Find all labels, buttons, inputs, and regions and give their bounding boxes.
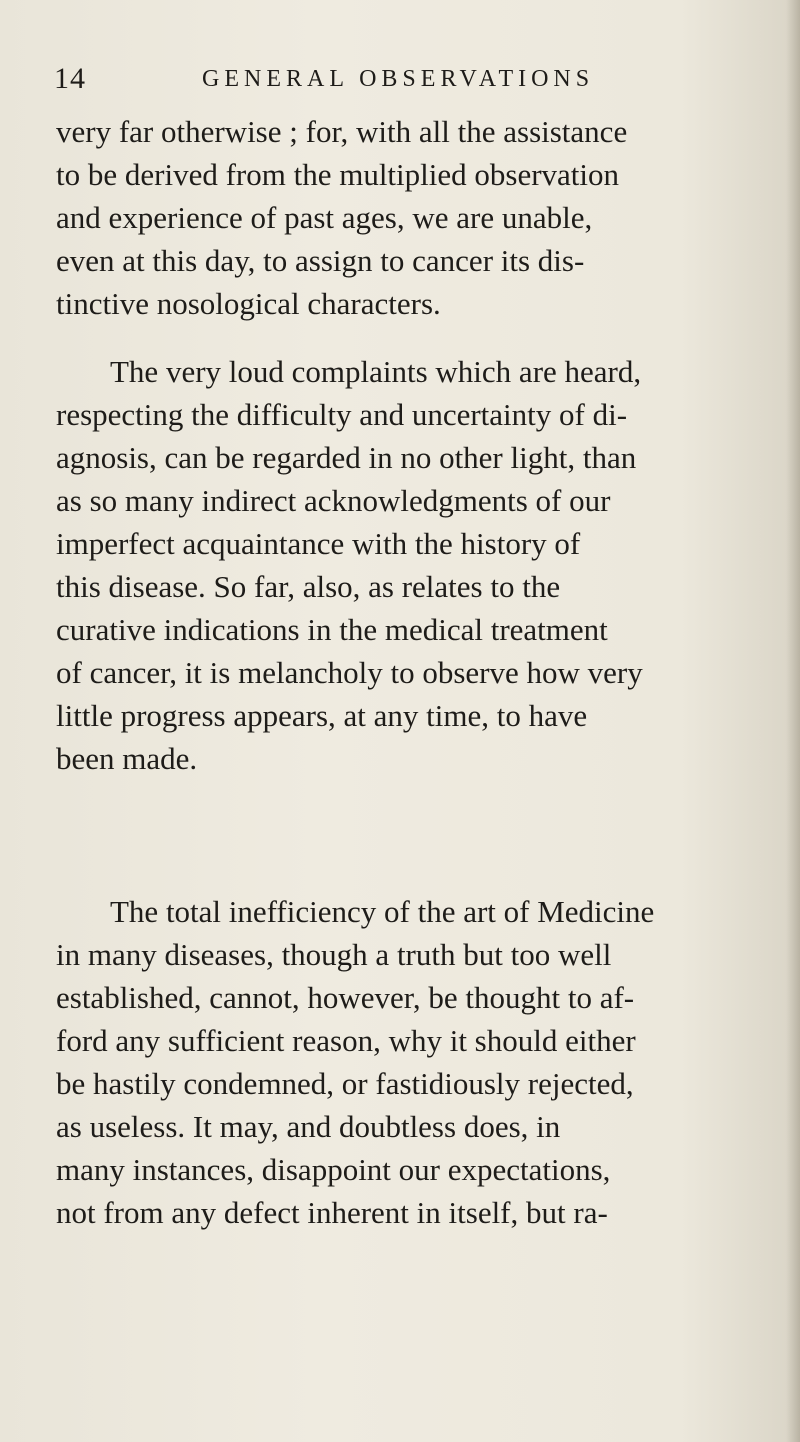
text-line: as useless. It may, and doubtless does, in [56, 1109, 561, 1144]
running-head [54, 62, 694, 102]
text-line: The very loud complaints which are heard, [110, 354, 642, 389]
paragraph-3 [56, 890, 772, 1234]
text-line: in many diseases, though a truth but too well [56, 937, 612, 972]
text-line: agnosis, can be regarded in no other light, than [56, 440, 637, 475]
text-line: very far otherwise ; for, with all the assistance [56, 114, 628, 149]
text-line: ford any sufficient reason, why it should either [56, 1023, 636, 1058]
page-edge-shadow [786, 0, 800, 1442]
text-line: respecting the difficulty and uncertainty of di- [56, 397, 628, 432]
paragraph-2 [56, 350, 772, 780]
text-line: imperfect acquaintance with the history of [56, 526, 581, 561]
running-head-title: GENERAL OBSERVATIONS [202, 66, 595, 92]
text-line: many instances, disappoint our expectations, [56, 1152, 611, 1187]
text-line: to be derived from the multiplied observation [56, 157, 620, 192]
paragraph-1 [56, 110, 772, 325]
page-number: 14 [54, 62, 86, 95]
text-line: even at this day, to assign to cancer its dis- [56, 243, 585, 278]
text-line: The total inefficiency of the art of Medicine [110, 894, 655, 929]
text-line: curative indications in the medical treatment [56, 612, 608, 647]
text-line: and experience of past ages, we are unable, [56, 200, 593, 235]
text-line: not from any defect inherent in itself, but ra- [56, 1195, 608, 1230]
text-line: as so many indirect acknowledgments of our [56, 483, 611, 518]
text-line: established, cannot, however, be thought to af- [56, 980, 635, 1015]
text-line: be hastily condemned, or fastidiously rejected, [56, 1066, 634, 1101]
text-line: little progress appears, at any time, to have [56, 698, 588, 733]
text-line: been made. [56, 741, 198, 776]
text-line: of cancer, it is melancholy to observe how very [56, 655, 643, 690]
text-line: tinctive nosological characters. [56, 286, 441, 321]
text-line: this disease. So far, also, as relates to the [56, 569, 561, 604]
